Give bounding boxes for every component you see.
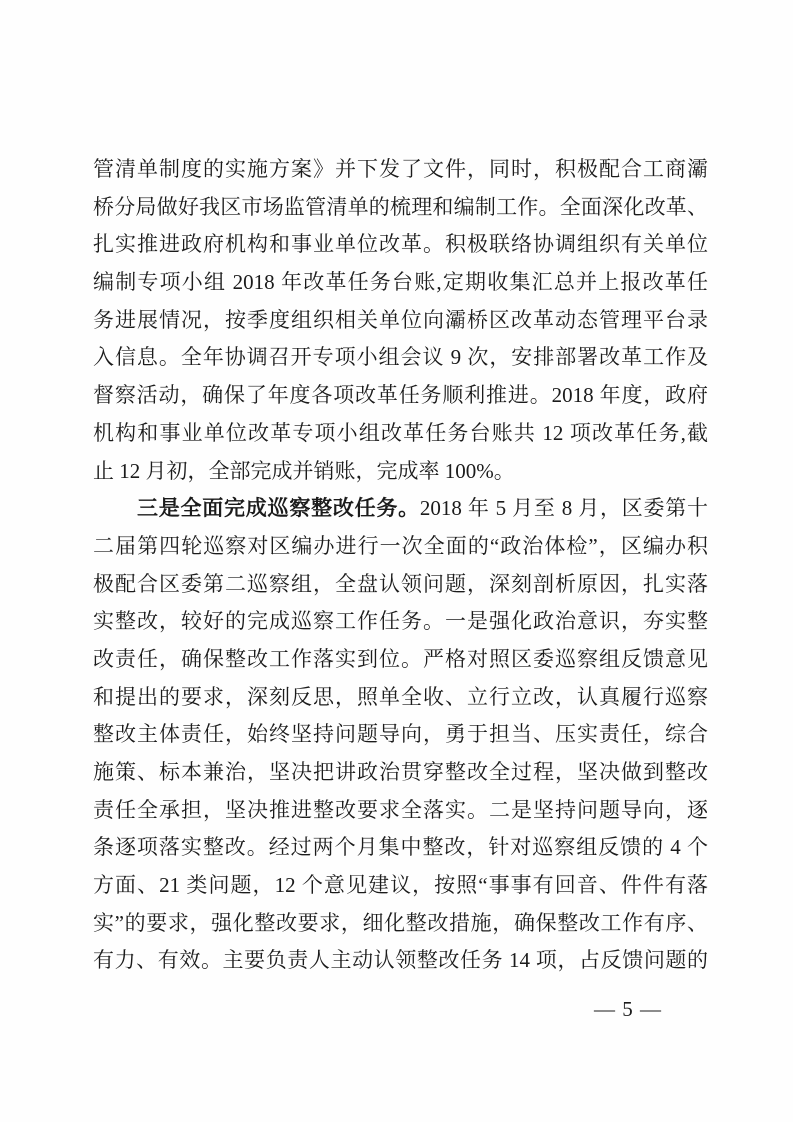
text-line: 实”的要求，强化整改要求，细化整改措施，确保整改工作有序、: [93, 910, 708, 935]
text-line: 整改主体责任，始终坚持问题导向，勇于担当、压实责任，综合: [93, 722, 708, 747]
text-line: 施策、标本兼治，坚决把讲政治贯穿整改全过程，坚决做到整改: [93, 760, 708, 784]
text-line: 有力、有效。主要负责人主动认领整改任务 14 项，占反馈问题的: [93, 948, 708, 973]
text-line: 止 12 月初，全部完成并销账，完成率 100%。: [93, 458, 515, 483]
text-line: 入信息。全年协调召开专项小组会议 9 次，安排部署改革工作及: [93, 345, 708, 370]
page-number: — 5 —: [594, 997, 662, 1021]
paragraph-text: 2018 年 5 月至 8 月，区委第十: [419, 496, 708, 521]
text-line: 二届第四轮巡察对区编办进行一次全面的“政治体检”，区编办积: [93, 533, 708, 558]
text-line: 编制专项小组 2018 年改革任务台账,定期收集汇总并上报改革任: [93, 270, 708, 295]
document-body: [93, 151, 708, 980]
text-line: 责任全承担，坚决推进整改要求全落实。二是坚持问题导向，逐: [93, 797, 708, 822]
text-line: 扎实推进政府机构和事业单位改革。积极联络协调组织有关单位: [93, 232, 708, 257]
text-line: 务进展情况，按季度组织相关单位向灞桥区改革动态管理平台录: [93, 307, 708, 332]
text-line: 极配合区委第二巡察组，全盘认领问题，深刻剖析原因，扎实落: [93, 571, 708, 596]
text-line: 桥分局做好我区市场监管清单的梳理和编制工作。全面深化改革、: [93, 194, 708, 219]
text-line: 机构和事业单位改革专项小组改革任务台账共 12 项改革任务,截: [93, 420, 708, 445]
paragraph-bold-lead: 三是全面完成巡察整改任务。: [137, 496, 420, 521]
text-line: 管清单制度的实施方案》并下发了文件，同时，积极配合工商灞: [93, 157, 708, 181]
text-line: 督察活动，确保了年度各项改革任务顺利推进。2018 年度，政府: [93, 383, 708, 408]
text-line: 实整改，较好的完成巡察工作任务。一是强化政治意识，夯实整: [93, 609, 708, 634]
text-line: [93, 490, 708, 528]
text-line: 改责任，确保整改工作落实到位。严格对照区委巡察组反馈意见: [93, 646, 708, 671]
text-line: 条逐项落实整改。经过两个月集中整改，针对巡察组反馈的 4 个: [93, 835, 708, 860]
text-line: 和提出的要求，深刻反思，照单全收、立行立改，认真履行巡察: [93, 684, 708, 709]
text-line: 方面、21 类问题，12 个意见建议，按照“事事有回音、件件有落: [93, 873, 708, 898]
